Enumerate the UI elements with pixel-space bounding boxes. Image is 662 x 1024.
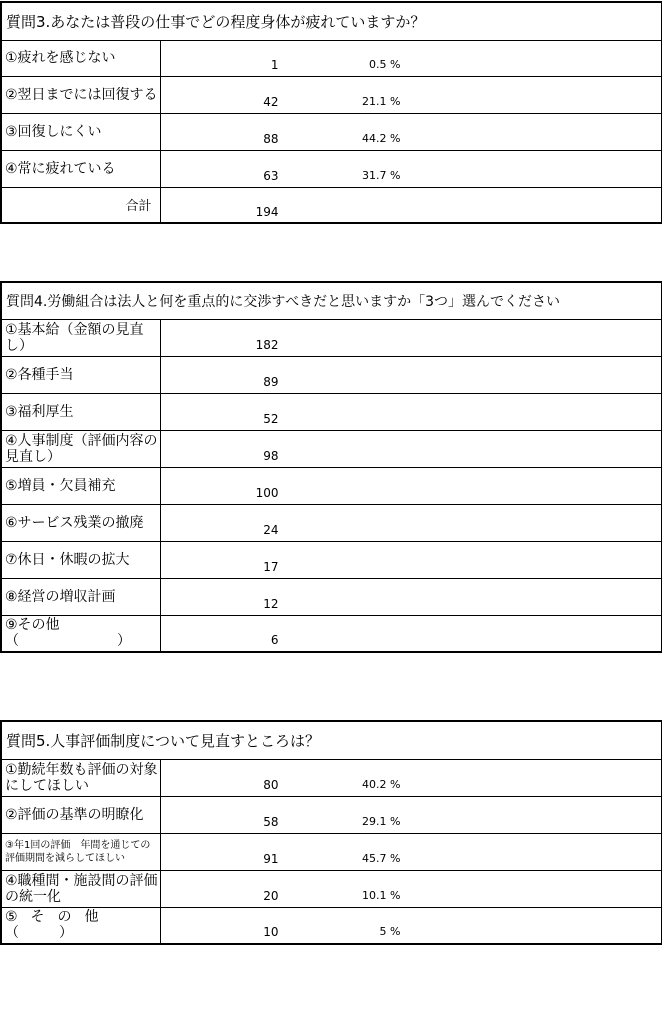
- q5-row-percent: 40.2 %: [362, 777, 401, 791]
- q4-row-count: 12: [263, 596, 279, 611]
- table-row: [1, 759, 662, 796]
- table-row: [1, 40, 662, 76]
- q4-row-label: ④人事制度（評価内容の見直し）: [1, 430, 160, 467]
- q3-row-percent: 31.7 %: [362, 168, 401, 182]
- q4-row-count: 17: [263, 559, 279, 574]
- q4-row-label: ⑨その他（ ）: [1, 615, 160, 652]
- q4-row-count: 89: [263, 374, 279, 389]
- table-row: [1, 833, 662, 870]
- q4-row-label: ⑤増員・欠員補充: [1, 467, 160, 504]
- q5-row-count: 20: [263, 888, 279, 903]
- q4-table: [0, 281, 662, 653]
- q3-row-percent: 0.5 %: [369, 58, 401, 71]
- q5-row-label: ②評価の基準の明瞭化: [1, 796, 160, 833]
- q3-row-count: 1: [270, 58, 279, 72]
- q3-title: 質問3.あなたは普段の仕事でどの程度身体が疲れていますか？: [1, 2, 662, 40]
- table-row: [1, 541, 662, 578]
- q4-row-count: 24: [263, 522, 279, 537]
- q3-row-label: ②翌日までには回復する: [1, 76, 160, 113]
- q4-row-count: 6: [270, 633, 279, 648]
- q3-row-percent: 21.1 %: [362, 94, 401, 108]
- table-row: [1, 430, 662, 467]
- q3-row-label: ③回復しにくい: [1, 113, 160, 150]
- total-row: [1, 187, 662, 223]
- q5-row-label: ⑤その他（ ）: [1, 907, 160, 944]
- q3-total-label: 合計: [1, 187, 160, 223]
- table-row: [1, 76, 662, 113]
- q3-row-count: 63: [263, 168, 279, 183]
- table-row: [1, 504, 662, 541]
- q4-row-label: ⑥サービス残業の撤廃: [1, 504, 160, 541]
- q4-row-count: 100: [255, 485, 279, 500]
- q5-row-count: 10: [263, 925, 279, 940]
- table-row: [1, 113, 662, 150]
- table-row: [1, 393, 662, 430]
- q4-row-label: ②各種手当: [1, 356, 160, 393]
- table-row: [1, 319, 662, 356]
- q5-row-percent: 5 %: [379, 925, 401, 939]
- q4-row-count: 182: [255, 337, 279, 352]
- q3-row-percent: 44.2 %: [362, 131, 401, 145]
- q3-row-label: ④常に疲れている: [1, 150, 160, 187]
- q4-row-label: ①基本給（金額の見直し）: [1, 319, 160, 356]
- q3-total-count: 194: [255, 204, 279, 219]
- q4-row-label: ⑦休日・休暇の拡大: [1, 541, 160, 578]
- q5-row-label: ④職種間・施設間の評価の統一化: [1, 870, 160, 907]
- q5-row-count: 91: [263, 851, 279, 866]
- table-row: [1, 907, 662, 944]
- q4-row-count: 52: [263, 411, 279, 426]
- table-row: [1, 356, 662, 393]
- table-row: [1, 615, 662, 652]
- q3-table: [0, 1, 662, 224]
- q3-row-label: ①疲れを感じない: [1, 40, 160, 76]
- table-row: [1, 870, 662, 907]
- table-row: [1, 796, 662, 833]
- q3-row-count: 88: [263, 131, 279, 146]
- q5-row-count: 58: [263, 814, 279, 829]
- table-row: [1, 467, 662, 504]
- q5-row-count: 80: [263, 777, 279, 792]
- q3-row-count: 42: [263, 94, 279, 109]
- q5-table: [0, 720, 662, 945]
- q5-row-percent: 29.1 %: [362, 814, 401, 828]
- q5-row-label: ①勤続年数も評価の対象にしてほしい: [1, 759, 160, 796]
- q5-row-label: ③年1回の評価 年間を通じての評価期間を減らしてほしい: [1, 833, 160, 870]
- q4-row-count: 98: [263, 448, 279, 463]
- q4-title: 質問4.労働組合は法人と何を重点的に交渉すべきだと思いますか「3つ」選んでください: [1, 282, 662, 319]
- q5-title: 質問5.人事評価制度について見直すところは？: [1, 721, 662, 759]
- q5-row-percent: 45.7 %: [362, 851, 401, 865]
- q5-row-percent: 10.1 %: [362, 888, 401, 902]
- q4-row-label: ③福利厚生: [1, 393, 160, 430]
- table-row: [1, 150, 662, 187]
- q4-row-label: ⑧経営の増収計画: [1, 578, 160, 615]
- table-row: [1, 578, 662, 615]
